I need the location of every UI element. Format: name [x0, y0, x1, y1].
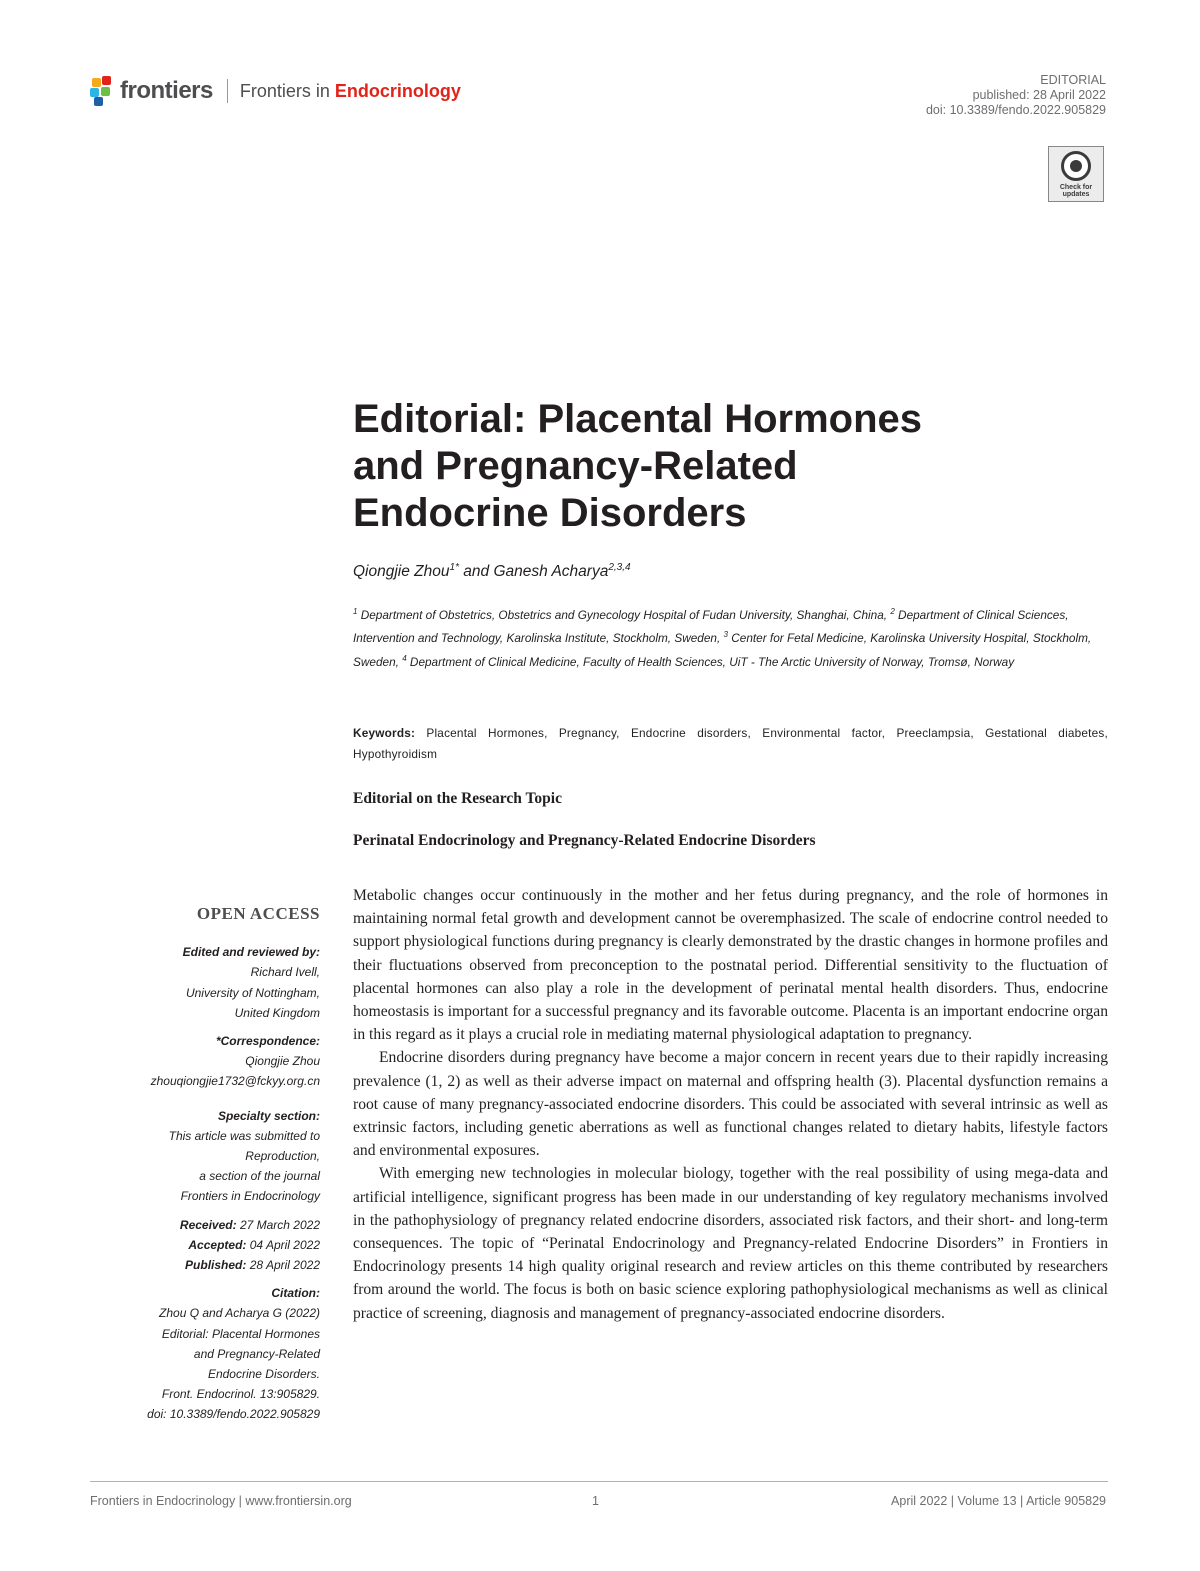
article-title [353, 396, 1053, 537]
affil-2-sup: 2 [890, 607, 895, 616]
editor-name: Richard Ivell, [250, 965, 320, 980]
affil-3-sup: 3 [723, 630, 728, 640]
open-access-label: OPEN ACCESS [196, 904, 320, 923]
title-line-2: and Pregnancy-Related [353, 444, 798, 488]
specialty-block [90, 1106, 320, 1207]
sidebar [90, 904, 320, 1433]
specialty-line-3: a section of the journal [199, 1169, 320, 1184]
citation-line-5: Front. Endocrinol. 13:905829. [161, 1387, 320, 1402]
article-meta [926, 73, 1106, 118]
affil-2: Department of Clinical Sciences, Intervention and Technology, Karolinska Institute, Stockholm, Sweden, [353, 607, 1069, 646]
accepted-label: Accepted: [188, 1237, 247, 1252]
published-date: published: 28 April 2022 [972, 88, 1106, 102]
research-topic-label: Editorial on the Research Topic [353, 790, 562, 807]
author-1-affil: 1* [449, 562, 459, 573]
specialty-label: Specialty section: [217, 1108, 320, 1123]
published-label: Published: [185, 1258, 247, 1273]
correspondence-name: Qiongjie Zhou [245, 1054, 320, 1069]
citation-line-1: Zhou Q and Acharya G (2022) [159, 1306, 320, 1321]
affil-4-sup: 4 [402, 653, 407, 663]
citation-block [90, 1283, 320, 1424]
frontiers-logo-icon [90, 76, 116, 106]
badge-label-line-2: updates [1062, 191, 1090, 198]
accepted-value: 04 April 2022 [246, 1237, 320, 1252]
affil-1: Department of Obstetrics, Obstetrics and Gynecology Hospital of Fudan University, Shanghai, China, [357, 607, 891, 622]
author-2[interactable]: Ganesh Acharya [493, 563, 609, 581]
keywords-list: Placental Hormones, Pregnancy, Endocrine disorders, Environmental factor, Preeclampsia, Gestational diabetes, Hypothyroidism [353, 726, 1108, 761]
specialty-line-1: This article was submitted to [168, 1128, 320, 1143]
specialty-line-2: Reproduction, [245, 1149, 320, 1164]
citation-label: Citation: [271, 1286, 320, 1301]
affil-3: Center for Fetal Medicine, Karolinska University Hospital, Stockholm, Sweden, [353, 631, 1092, 669]
journal-name[interactable] [240, 81, 461, 102]
author-join: and [458, 563, 494, 581]
citation-line-2: Editorial: Placental Hormones [161, 1326, 320, 1341]
journal-prefix: Frontiers in [239, 80, 335, 101]
article-type: EDITORIAL [1040, 73, 1106, 87]
author-list [353, 562, 631, 581]
keywords [353, 723, 1108, 765]
body-paragraph-2: Endocrine disorders during pregnancy have become a major concern in recent years due to their rapidly increasing prevalence (1, 2) as well as their adverse impact on maternal and offspring health (3). Placental dysfunction remains a root cause of many pregnancy-associated endocrine disorders. This could be associated with several intrinsic as well as extrinsic factors, including genetic aberrations as well as functional changes related to dietary habits, lifestyle factors and environmental exposures. [353, 1049, 1108, 1160]
received-value: 27 March 2022 [236, 1217, 320, 1232]
affil-4: Department of Clinical Medicine, Faculty of Health Sciences, UiT - The Arctic University of Norway, Tromsø, Norway [406, 654, 1015, 669]
author-1[interactable]: Qiongjie Zhou [353, 563, 450, 581]
accepted-date [90, 1235, 320, 1255]
received-label: Received: [179, 1217, 237, 1232]
published-date-sidebar [90, 1255, 320, 1275]
logo-divider [227, 79, 228, 103]
correspondence-label: *Correspondence: [215, 1034, 320, 1049]
check-updates-icon [1061, 151, 1091, 181]
author-2-affil: 2,3,4 [608, 562, 631, 573]
published-value: 28 April 2022 [246, 1258, 320, 1273]
title-line-1: Editorial: Placental Hormones [353, 397, 923, 441]
correspondence-block [90, 1031, 320, 1092]
journal-accent: Endocrinology [334, 80, 461, 101]
keywords-label: Keywords: [353, 726, 416, 740]
citation-doi[interactable]: doi: 10.3389/fendo.2022.905829 [147, 1407, 320, 1422]
page-number: 1 [592, 1494, 599, 1508]
editor-affil-1: University of Nottingham, [185, 985, 320, 1000]
article-body [353, 884, 1108, 1325]
edited-by-block [90, 942, 320, 1023]
footer-divider [90, 1481, 1108, 1482]
footer-issue-info: April 2022 | Volume 13 | Article 905829 [891, 1494, 1106, 1508]
edited-by-label: Edited and reviewed by: [182, 945, 320, 960]
citation-line-4: Endocrine Disorders. [207, 1367, 320, 1382]
frontiers-logo[interactable] [90, 74, 461, 108]
research-topic-title[interactable]: Perinatal Endocrinology and Pregnancy-Related Endocrine Disorders [353, 832, 816, 849]
dates-block [90, 1215, 320, 1276]
badge-label-line-1: Check for [1059, 184, 1093, 191]
body-paragraph-3: With emerging new technologies in molecular biology, together with the real possibility of using mega-data and artificial intelligence, significant progress has been made in our understanding of key regulatory mechanisms involved in the pathophysiology of pregnancy related endocrine disorders, associated risk factors, and their short- and long-term consequences. The topic of “Perinatal Endocrinology and Pregnancy-related Endocrine Disorders” in Frontiers in Endocrinology presents 14 high quality original research and review articles on this theme contributed by researchers from around the world. The focus is both on basic science exploring pathophysiological mechanisms as well as clinical practice of screening, diagnosis and management of pregnancy-associated endocrine disorders. [353, 1165, 1108, 1322]
logo-wordmark: frontiers [120, 77, 213, 104]
specialty-line-4: Frontiers in Endocrinology [180, 1189, 320, 1204]
editor-affil-2: United Kingdom [234, 1005, 320, 1020]
affiliations [353, 602, 1108, 672]
body-paragraph-1: Metabolic changes occur continuously in the mother and her fetus during pregnancy, and the role of hormones in maintaining normal fetal growth and development cannot be overemphasized. The scale of endocrine control needed to support physiological functions during pregnancy is clearly demonstrated by the drastic changes in hormone profiles and their fluctuations observed from preconception to the postnatal period. Differential sensitivity to the fluctuation of placental hormones can also play a role in the development of perinatal mental health disorders. Thus, endocrine homeostasis is important for a successful pregnancy and its favorable outcome. Placenta is an important endocrine organ in this regard as it plays a crucial role in mediating maternal physiological adaptation to pregnancy. [353, 887, 1108, 1044]
footer-journal-link[interactable]: Frontiers in Endocrinology | www.frontiersin.org [90, 1494, 352, 1508]
correspondence-email[interactable]: zhouqiongjie1732@fckyy.org.cn [150, 1074, 320, 1089]
title-line-3: Endocrine Disorders [353, 491, 747, 535]
check-for-updates-badge[interactable] [1048, 146, 1104, 202]
received-date [90, 1215, 320, 1235]
affil-1-sup: 1 [353, 607, 358, 616]
article-doi[interactable]: doi: 10.3389/fendo.2022.905829 [925, 103, 1106, 117]
citation-line-3: and Pregnancy-Related [193, 1346, 320, 1361]
badge-label [1049, 184, 1103, 198]
